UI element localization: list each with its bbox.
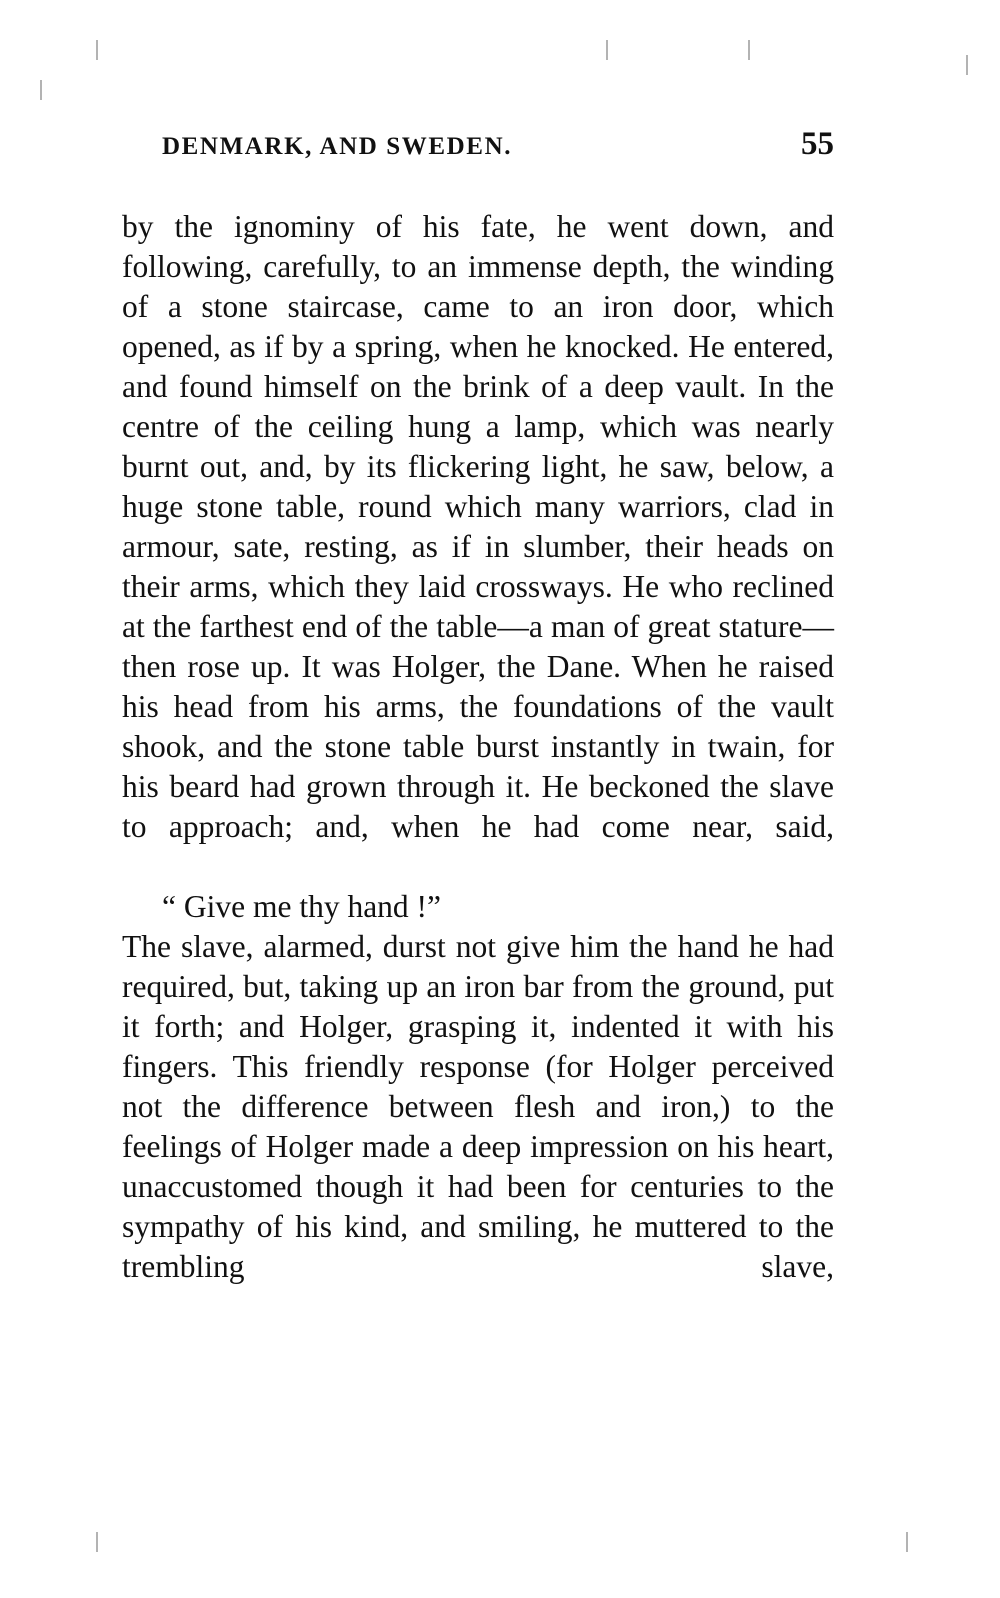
page-number: 55 [801,126,834,162]
paragraph-quote: “ Give me thy hand !” [162,889,442,924]
running-head [122,126,834,163]
registration-mark [96,40,98,60]
registration-mark [606,40,608,60]
registration-mark [40,80,42,100]
page-content [122,126,834,1327]
running-head-title: DENMARK, AND SWEDEN. [162,133,513,160]
paragraph: by the ignominy of his fate, he went down, and following, carefully, to an immense depth, the winding of a stone staircase, came to an iron door, which opened, as if by a spring, when he knocked. He entered, and found himself on the brink of a deep vault. In the centre of the ceiling hung a lamp, which was nearly burnt out, and, by its flickering light, he saw, below, a huge stone table, round which many warriors, clad in armour, sate, resting, as if in slumber, their heads on their arms, which they laid crossways. He who reclined at the farthest end of the table—a man of great stature—then rose up. It was Holger, the Dane. When he raised his head from his arms, the foundations of the vault shook, and the stone table burst instantly in twain, for his beard had grown through it. He beckoned the slave to approach; and, when he had come near, said, [122,209,834,844]
registration-mark [966,55,968,75]
body-text [122,207,834,1327]
paragraph: The slave, alarmed, durst not give him the hand he had required, but, taking up an iron bar from the ground, put it forth; and Holger, grasping it, indented it with his fingers. This friendly response (for Holger perceived not the difference between flesh and iron,) to the feelings of Holger made a deep impression on his heart, unaccustomed though it had been for centuries to the sympathy of his kind, and smiling, he muttered to the trembling slave, [122,929,834,1284]
registration-mark [96,1532,98,1552]
registration-mark [748,40,750,60]
registration-mark [906,1532,908,1552]
